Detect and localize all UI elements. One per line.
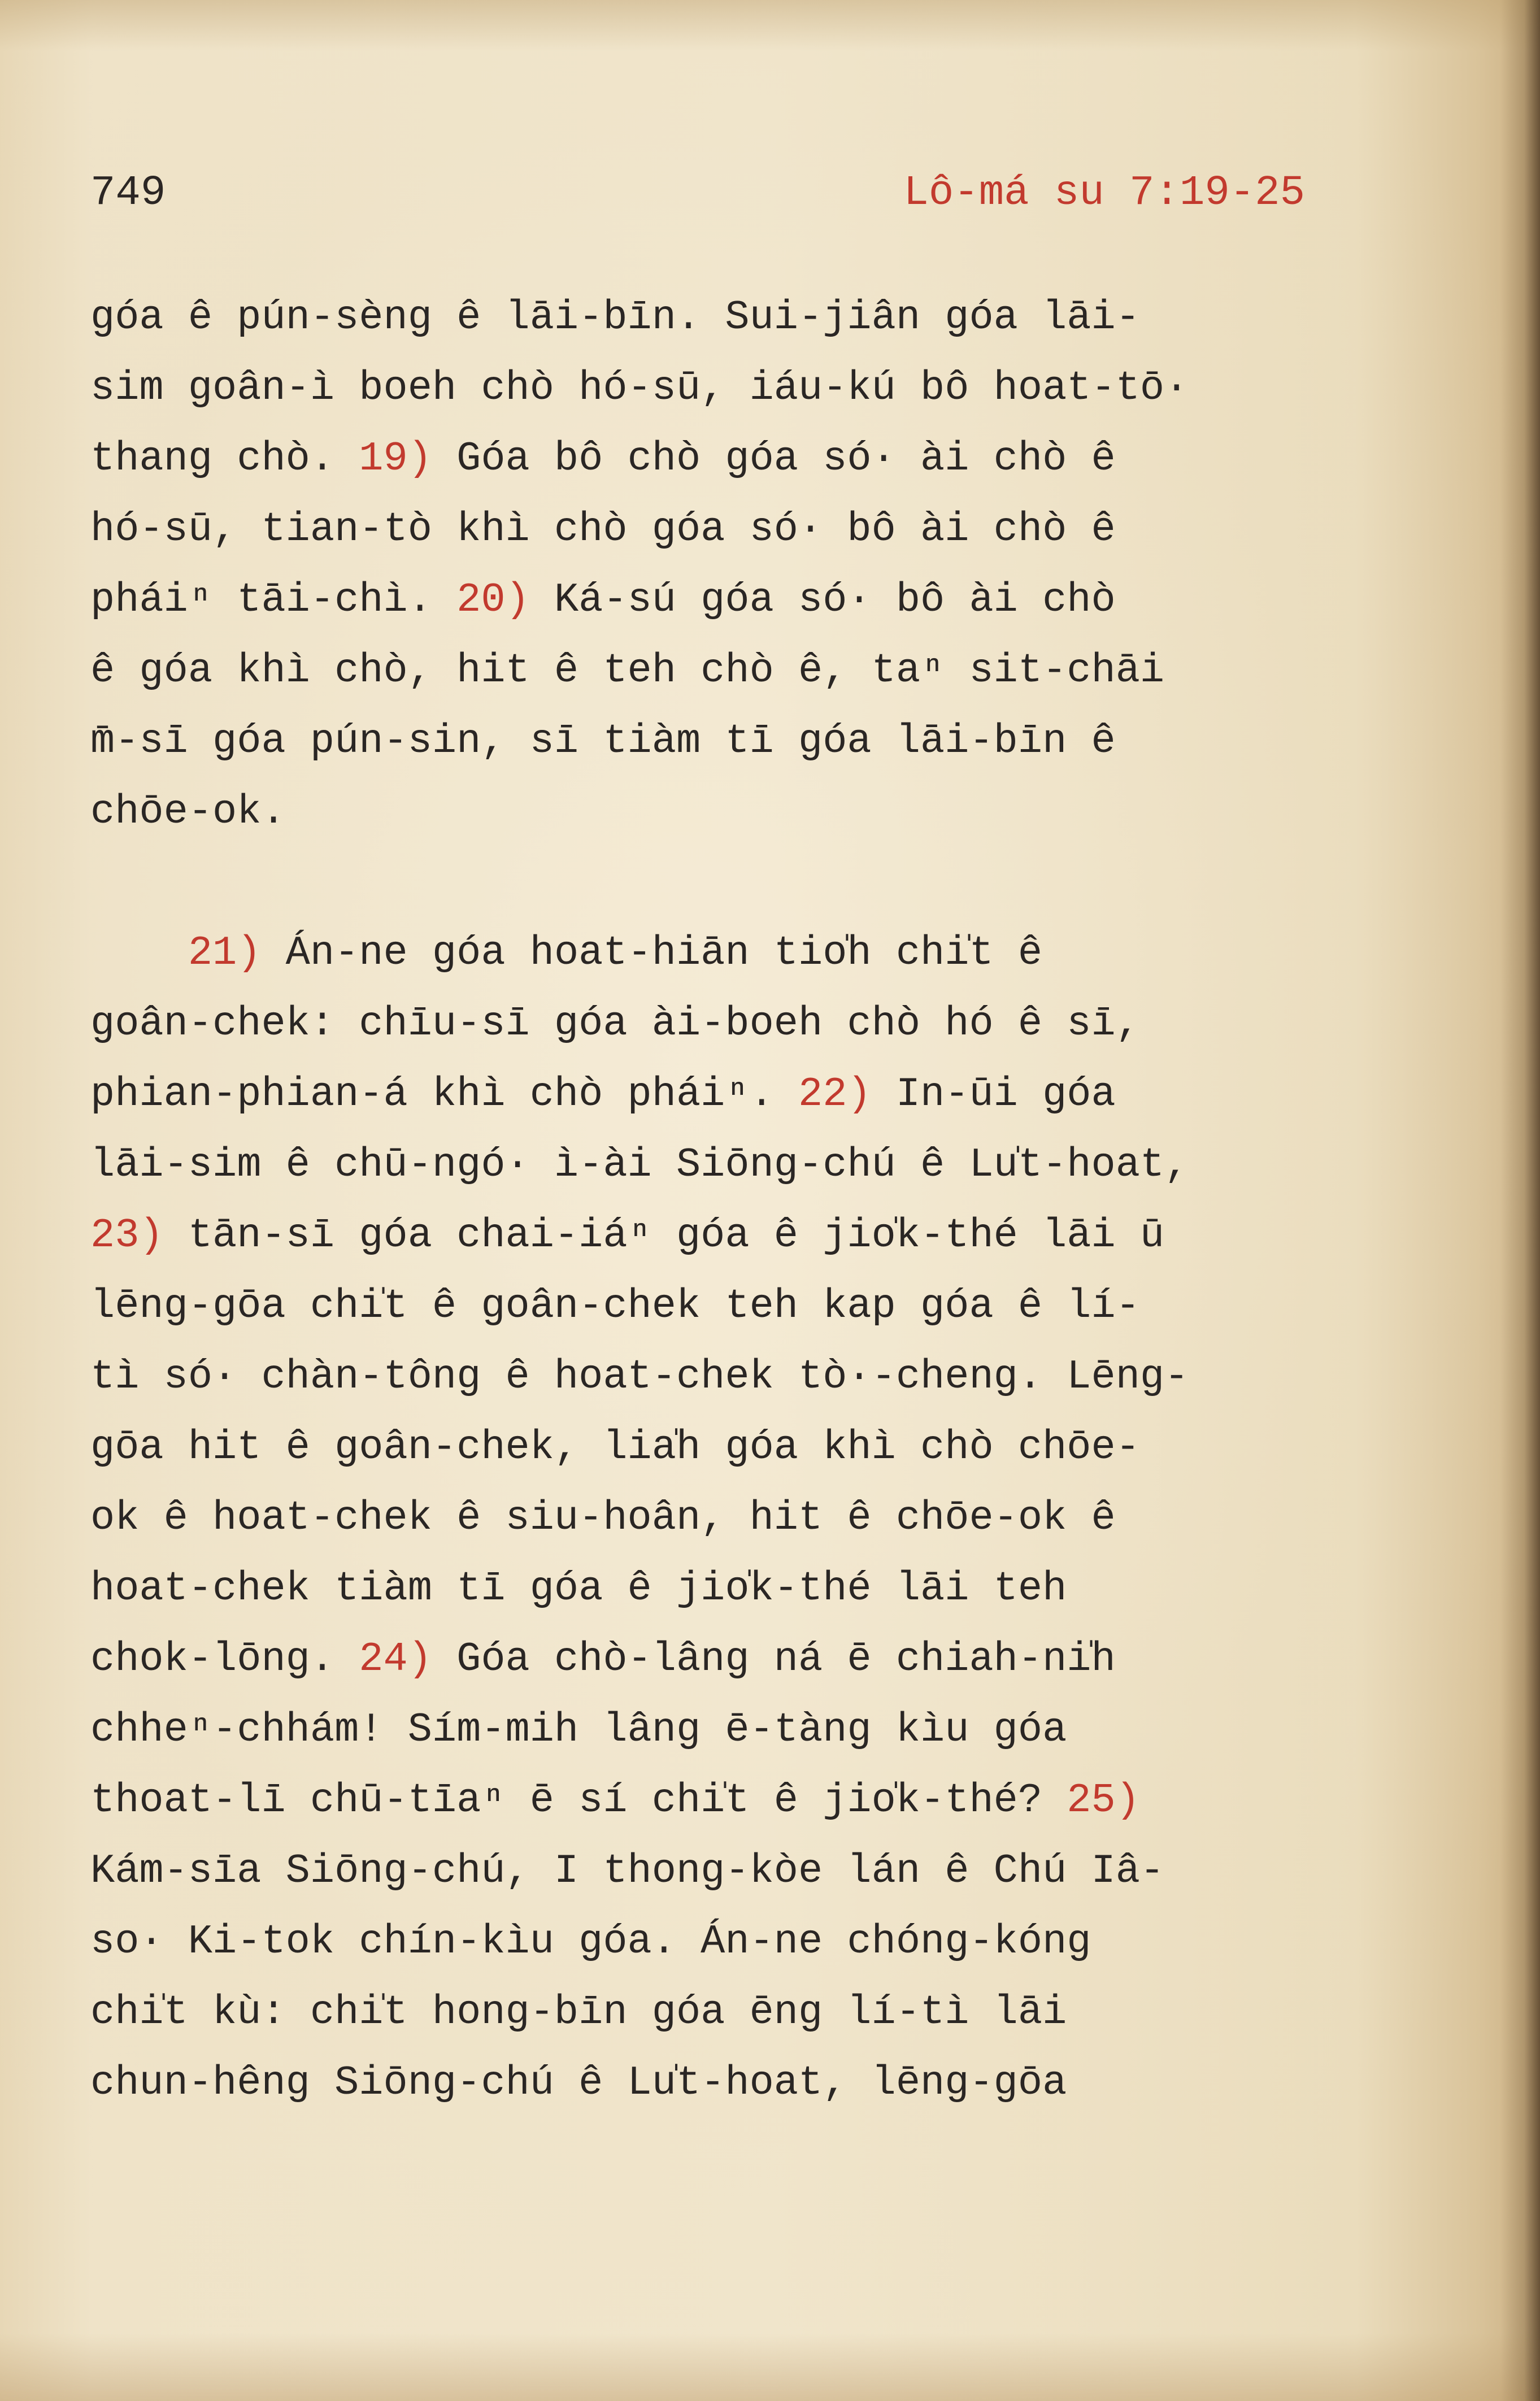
text-line	[90, 2048, 1378, 2119]
verse-number: 23)	[90, 1212, 164, 1259]
verse-number: 22)	[798, 1071, 872, 1117]
line-text-continued: Ká-sú góa só· bô ài chò	[529, 577, 1116, 623]
verse-number: 24)	[359, 1636, 432, 1682]
text-line	[90, 1483, 1378, 1554]
line-text	[90, 930, 188, 976]
text-line	[90, 565, 1378, 636]
line-text: chok-lōng.	[90, 1636, 359, 1682]
text-line	[90, 1765, 1378, 1836]
running-head: Lô-má su 7:19-25	[903, 169, 1305, 217]
text-line	[90, 1554, 1378, 1624]
line-text: goân-chek: chīu-sī góa ài-boeh chò hó ê sī,	[90, 1001, 1140, 1047]
line-text: hó-sū, tian-tò khì chò góa só· bô ài chò ê	[90, 506, 1116, 553]
page-gutter-shadow	[1500, 0, 1540, 2401]
text-line	[90, 1907, 1378, 1977]
text-line	[90, 494, 1378, 565]
line-text: lēng-gōa chi̍t ê goân-chek teh kap góa ê lí-	[90, 1283, 1140, 1329]
page-top-shading	[0, 0, 1540, 51]
verse-number: 19)	[359, 436, 432, 482]
line-text-continued: Góa chò-lâng ná ē chiah-ni̍h	[432, 1636, 1116, 1682]
text-line	[90, 1412, 1378, 1483]
line-text-continued: Án-ne góa hoat-hiān tio̍h chi̍t ê	[261, 930, 1043, 976]
text-line	[90, 777, 1378, 847]
line-text: ok ê hoat-chek ê siu-hoân, hit ê chōe-ok ê	[90, 1495, 1116, 1541]
line-text: Kám-sīa Siōng-chú, I thong-kòe lán ê Chú Iâ-	[90, 1848, 1165, 1894]
line-text: chōe-ok.	[90, 789, 286, 835]
line-text: tì só· chàn-tông ê hoat-chek tò·-cheng. Lēng-	[90, 1354, 1189, 1400]
body-text	[90, 282, 1378, 2119]
line-text-continued: In-ūi góa	[871, 1071, 1116, 1117]
line-text: sim goân-ì boeh chò hó-sū, iáu-kú bô hoat-tō·	[90, 365, 1189, 411]
text-line	[90, 636, 1378, 706]
line-text: chheⁿ-chhám! Sím-mih lâng ē-tàng kìu góa	[90, 1707, 1067, 1753]
verse-number: 21)	[188, 930, 262, 976]
line-text: ê góa khì chò, hit ê teh chò ê, taⁿ sit-chāi	[90, 647, 1165, 694]
text-line	[90, 706, 1378, 777]
text-line	[90, 1977, 1378, 2048]
line-text: gōa hit ê goân-chek, lia̍h góa khì chò chōe-	[90, 1424, 1140, 1471]
paragraph-break	[90, 847, 1378, 918]
page-bottom-shading	[0, 2333, 1540, 2401]
text-line	[90, 1624, 1378, 1695]
line-text: lāi-sim ê chū-ngó· ì-ài Siōng-chú ê Lu̍t-hoat,	[90, 1142, 1189, 1188]
line-text: phian-phian-á khì chò pháiⁿ.	[90, 1071, 799, 1117]
line-text: góa ê pún-sèng ê lāi-bīn. Sui-jiân góa lāi-	[90, 294, 1140, 341]
line-text-continued: tān-sī góa chai-iáⁿ góa ê jio̍k-thé lāi ū	[163, 1212, 1165, 1259]
text-line	[90, 1695, 1378, 1765]
text-line	[90, 1342, 1378, 1412]
line-text: so· Ki-tok chín-kìu góa. Án-ne chóng-kóng	[90, 1919, 1091, 1965]
text-line	[90, 1836, 1378, 1907]
line-text: pháiⁿ tāi-chì.	[90, 577, 457, 623]
text-line	[90, 989, 1378, 1059]
line-text: hoat-chek tiàm tī góa ê jio̍k-thé lāi teh	[90, 1565, 1067, 1612]
line-text: thoat-lī chū-tīaⁿ ē sí chi̍t ê jio̍k-thé?	[90, 1777, 1067, 1824]
text-line	[90, 424, 1378, 494]
line-text: m̄-sī góa pún-sin, sī tiàm tī góa lāi-bīn ê	[90, 718, 1116, 764]
text-line	[90, 918, 1378, 989]
text-line	[90, 282, 1378, 353]
page-number: 749	[90, 169, 166, 217]
text-line	[90, 1200, 1378, 1271]
line-text: chi̍t kù: chi̍t hong-bīn góa ēng lí-tì lāi	[90, 1989, 1067, 2035]
line-text: chun-hêng Siōng-chú ê Lu̍t-hoat, lēng-gōa	[90, 2060, 1067, 2106]
text-line	[90, 1271, 1378, 1342]
text-line	[90, 1059, 1378, 1130]
text-line	[90, 353, 1378, 424]
page-header	[90, 169, 1305, 232]
line-text: thang chò.	[90, 436, 359, 482]
verse-number: 20)	[456, 577, 530, 623]
line-text-continued: Góa bô chò góa só· ài chò ê	[432, 436, 1116, 482]
verse-number: 25)	[1067, 1777, 1140, 1824]
text-line	[90, 1130, 1378, 1200]
